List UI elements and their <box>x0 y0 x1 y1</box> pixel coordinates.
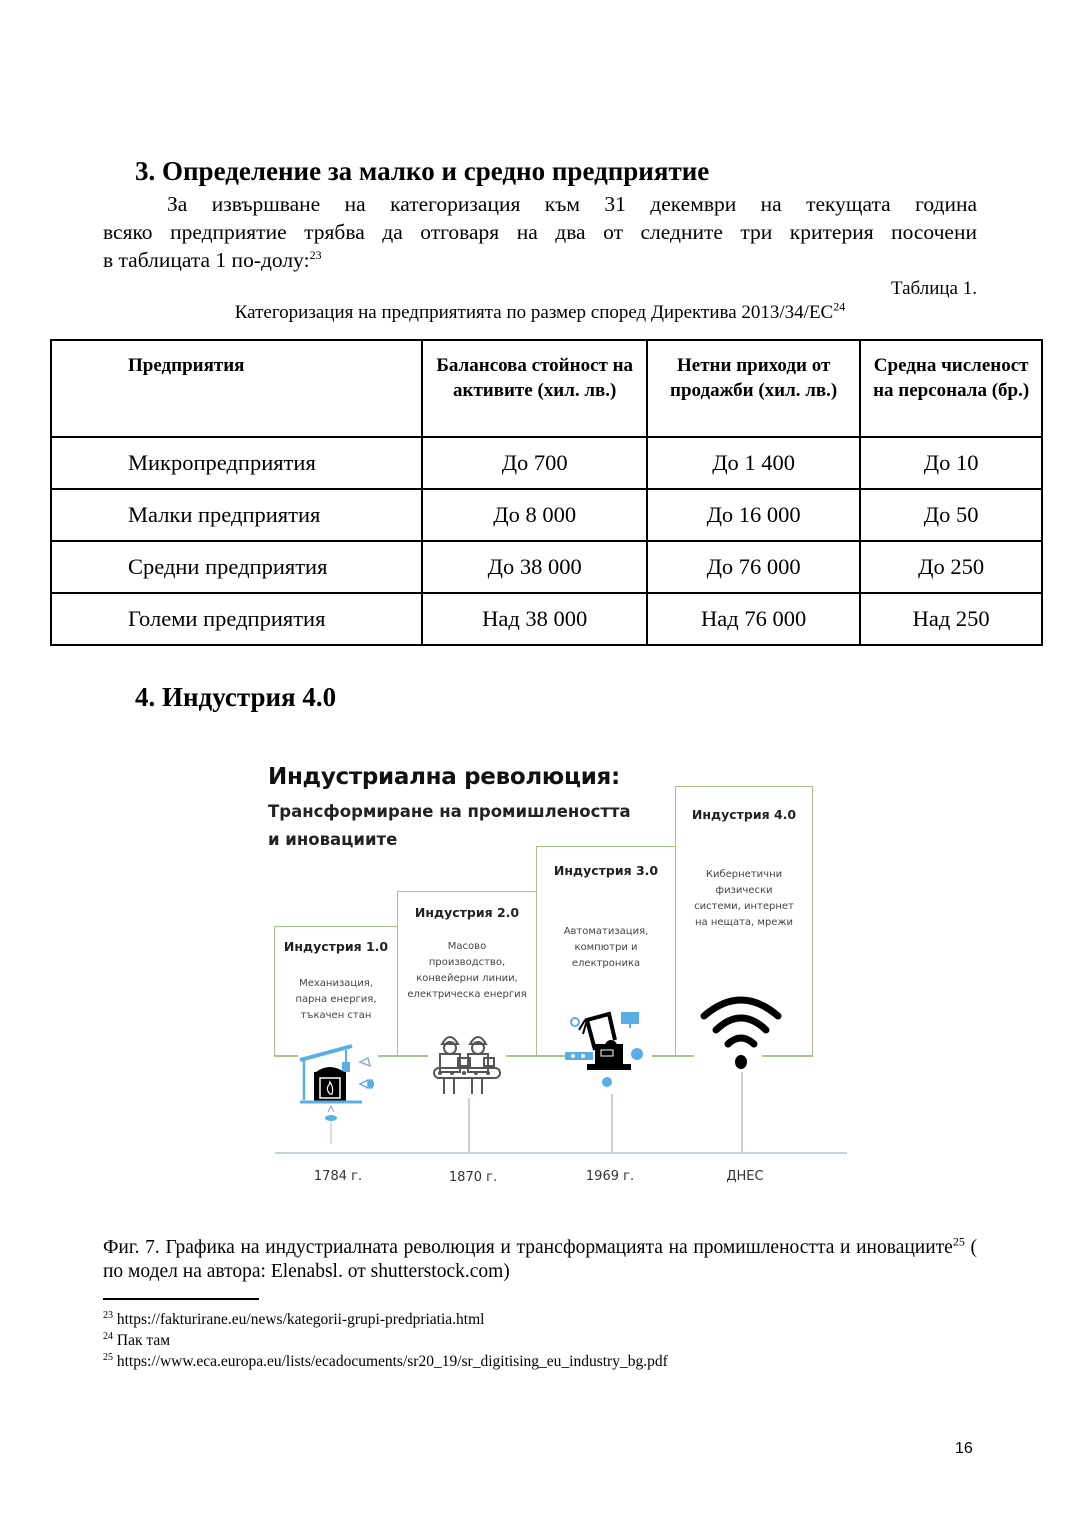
timeline-tick <box>611 1094 613 1152</box>
stage-title: Индустрия 1.0 <box>283 939 389 954</box>
infographic-title: Индустриална революция: <box>268 764 620 790</box>
stage-desc-line: електроника <box>571 958 641 969</box>
stage-desc-line: системи, интернет <box>694 901 794 912</box>
table-caption-text: Категоризация на предприятията по размер според Директива 2013/34/ЕС <box>234 302 834 323</box>
footnote-item <box>103 1310 484 1330</box>
year-label: 1784 г. <box>313 1169 363 1184</box>
stage-desc-line: производство, <box>428 957 506 968</box>
timeline-axis <box>275 1152 847 1154</box>
table-row <box>51 437 1042 489</box>
header-staff: Средна численост на персонала (бр.) <box>860 340 1042 437</box>
timeline-tick <box>741 1072 743 1152</box>
stage-description <box>398 939 536 1003</box>
baseline-segment <box>652 1055 694 1057</box>
figure-caption-text: Фиг. 7. Графика на индустриалната революция и трансформацията на промишлеността и иновациите <box>103 1237 953 1258</box>
stage-desc-line: физически <box>715 885 773 896</box>
cell-category: Средни предприятия <box>51 541 422 593</box>
header-assets: Балансова стойност на активите (хил. лв.) <box>422 340 647 437</box>
wifi-icon <box>700 992 782 1072</box>
header-revenue: Нетни приходи от продажби (хил. лв.) <box>647 340 860 437</box>
footnote-number: 23 <box>103 1309 113 1321</box>
stage-desc-line: компютри и <box>574 942 638 953</box>
footnote-link[interactable]: https://www.eca.europa.eu/lists/ecadocuments/sr20_19/sr_digitising_eu_industry_bg.pdf <box>116 1353 668 1370</box>
year-label: 1870 г. <box>448 1170 498 1185</box>
stage-title: Индустрия 3.0 <box>553 863 659 878</box>
stage-description <box>275 976 397 1024</box>
paragraph-line-3-text: в таблицата 1 по-долу: <box>103 248 310 272</box>
paragraph-line-3 <box>103 246 977 274</box>
footnote-ref-23[interactable]: 23 <box>309 247 322 262</box>
year-label: ДНЕС <box>726 1169 764 1184</box>
footnote-ref-25[interactable]: 25 <box>952 1234 965 1249</box>
footnote-item <box>103 1331 170 1351</box>
table-row <box>51 489 1042 541</box>
footnote-link[interactable]: https://fakturirane.eu/news/kategorii-grupi-predpriatia.html <box>116 1311 485 1328</box>
timeline-tick <box>468 1098 470 1152</box>
section-4-heading: 4. Индустрия 4.0 <box>135 682 337 712</box>
baseline-segment <box>506 1055 566 1057</box>
figure-caption <box>103 1236 977 1284</box>
stage-desc-line: електрическа енергия <box>407 989 527 1000</box>
stage-desc-line: Автоматизация, <box>563 926 649 937</box>
industrial-revolution-infographic <box>260 760 860 1200</box>
robot-arm-icon <box>565 1010 655 1090</box>
table-header-row <box>51 340 1042 437</box>
section-3-heading: 3. Определение за малко и средно предприятие <box>135 156 710 186</box>
stage-desc-line: тъкачен стан <box>300 1010 372 1021</box>
table-row <box>51 593 1042 645</box>
cell-category: Големи предприятия <box>51 593 422 645</box>
workers-conveyor-icon <box>430 1028 506 1098</box>
stage-desc-line: Кибернетични <box>705 869 783 880</box>
footnote-item <box>103 1352 668 1372</box>
cell-assets: До 700 <box>422 437 647 489</box>
header-enterprises: Предприятия <box>51 340 422 437</box>
cell-staff: До 50 <box>860 489 1042 541</box>
cell-assets: Над 38 000 <box>422 593 647 645</box>
enterprise-categories-table <box>50 339 1043 646</box>
stage-description <box>676 867 812 931</box>
footnote-number: 24 <box>103 1330 113 1342</box>
baseline-segment <box>274 1055 298 1057</box>
stage-title: Индустрия 4.0 <box>691 807 797 822</box>
cell-assets: До 38 000 <box>422 541 647 593</box>
stage-desc-line: на нещата, мрежи <box>695 917 793 928</box>
paragraph-line-2: всяко предприятие трябва да отговаря на два от следните три критерия посочени <box>103 220 977 244</box>
paragraph-line-1: За извършване на категоризация към 31 декември на текущата година <box>167 192 977 216</box>
cell-staff: До 10 <box>860 437 1042 489</box>
infographic-subtitle-line-1: Трансформиране на промишлеността <box>268 802 631 821</box>
steam-engine-icon <box>296 1042 382 1144</box>
stage-desc-line: парна енергия, <box>295 994 377 1005</box>
stage-desc-line: Масово <box>447 941 487 952</box>
cell-category: Микропредприятия <box>51 437 422 489</box>
year-label: 1969 г. <box>585 1169 635 1184</box>
footnote-ref-24[interactable]: 24 <box>833 299 846 314</box>
stage-box-industry-1 <box>274 926 398 1057</box>
stage-description <box>537 924 675 972</box>
baseline-segment <box>378 1055 428 1057</box>
cell-staff: До 250 <box>860 541 1042 593</box>
stage-title: Индустрия 2.0 <box>414 905 520 920</box>
table-caption <box>0 299 1080 324</box>
stage-desc-line: конвейерни линии, <box>416 973 518 984</box>
cell-staff: Над 250 <box>860 593 1042 645</box>
figure-caption-source: ( по модел на автора: Elenabsl. от shutterstock.com) <box>103 1237 977 1282</box>
table-row <box>51 541 1042 593</box>
cell-revenue: Над 76 000 <box>647 593 860 645</box>
footnote-text: Пак там <box>116 1332 171 1349</box>
cell-revenue: До 76 000 <box>647 541 860 593</box>
infographic-subtitle-line-2: и иновациите <box>268 830 398 849</box>
cell-category: Малки предприятия <box>51 489 422 541</box>
cell-revenue: До 1 400 <box>647 437 860 489</box>
section-3-paragraph <box>103 190 977 274</box>
table-label: Таблица 1. <box>890 278 977 299</box>
stage-desc-line: Механизация, <box>299 978 373 989</box>
cell-revenue: До 16 000 <box>647 489 860 541</box>
footnote-number: 25 <box>103 1351 113 1363</box>
footnote-separator <box>103 1298 259 1300</box>
cell-assets: До 8 000 <box>422 489 647 541</box>
page-number: 16 <box>955 1440 973 1457</box>
